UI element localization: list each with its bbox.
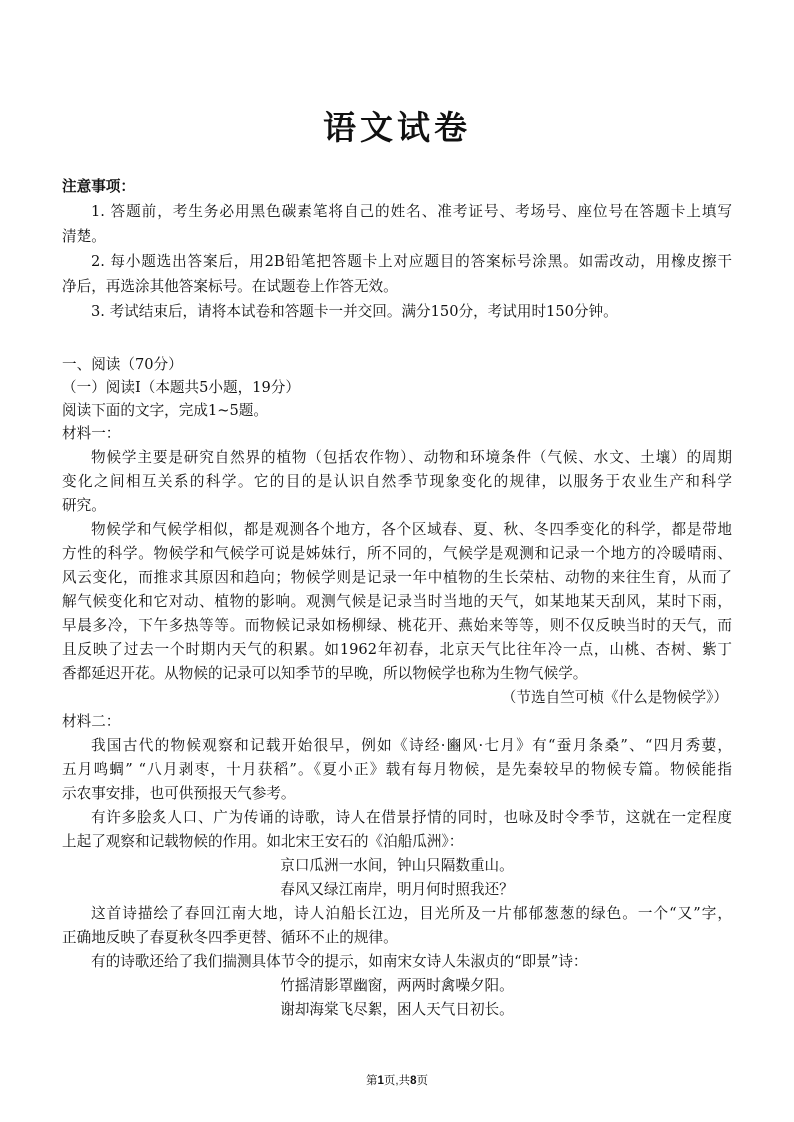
material1-p2-line: 物候学和气候学相似，都是观测各个地方，各个区域春、夏、秋、冬四季变化的科学，都是带地	[91, 521, 732, 538]
material1-p2-line: 早晨多冷，下午多热等等。而物候记录如杨柳绿、桃花开、燕始来等等，则不仅反映当时的天气，而	[62, 617, 732, 634]
footer-prefix: 第	[365, 1075, 378, 1087]
material1-p2-line: 解气候变化和它对动、植物的影响。观测气候是记录当时当地的天气，如某地某天刮风，某时下雨，	[62, 593, 732, 610]
poem1-line: 春风又绿江南岸，明月何时照我还？	[280, 881, 514, 898]
notice-heading: 注意事项：	[62, 178, 135, 195]
footer-mid: 页,共	[383, 1075, 411, 1087]
reading-body	[62, 446, 732, 1022]
footer-suffix: 页	[416, 1075, 428, 1087]
footer-total-pages: 8	[410, 1075, 417, 1087]
material2-p1-line: 示农事安排，也可供预报天气参考。	[62, 785, 296, 802]
page-footer	[0, 1072, 794, 1088]
notice-item-1-line-1: 1. 答题前，考生务必用黑色碳素笔将自己的姓名、准考证号、考场号、座位号在答题卡上填写	[91, 203, 732, 220]
section-heading: 一、阅读（70分）	[62, 356, 183, 373]
material1-p1-line: 研究。	[62, 497, 106, 514]
footer-page-number: 1	[377, 1075, 384, 1087]
material2-p3-line: 正确地反映了春夏秋冬四季更替、循环不止的规律。	[62, 929, 398, 946]
material2-p2-line: 上起了观察和记载物候的作用。如北宋王安石的《泊船瓜洲》：	[62, 833, 464, 850]
material1-p2-line: 方性的科学。物候学和气候学可说是姊妹行，所不同的，气候学是观测和记录一个地方的冷暖晴雨、	[62, 545, 732, 562]
material1-p1-line: 变化之间相互关系的科学。它的目的是认识自然季节现象变化的规律，以服务于农业生产和科学	[62, 473, 732, 490]
material2-label: 材料二：	[62, 713, 121, 730]
notice-item-2-line-2: 净后，再选涂其他答案标号。在试题卷上作答无效。	[62, 278, 398, 295]
material2-p1-line: 我国古代的物候观察和记载开始很早，例如《诗经·豳风·七月》有“蚕月条桑”、“四月秀葽，	[91, 737, 732, 754]
material2-p1-line: 五月鸣蜩” “八月剥枣，十月获稻”。《夏小正》载有每月物候，是先秦较早的物候专篇。物候能指	[62, 761, 732, 778]
material1-p2-line: 香都延迟开花。从物候的记录可以知季节的早晚，所以物候学也称为生物气候学。	[62, 665, 588, 682]
section-instruction: 阅读下面的文字，完成1~5题。	[62, 402, 268, 419]
section-subheading: （一）阅读Ⅰ（本题共5小题，19分）	[62, 379, 300, 396]
material2-p4-line: 有的诗歌还给了我们揣测具体节令的提示，如南宋女诗人朱淑贞的“即景”诗：	[91, 953, 588, 970]
notice-block	[62, 174, 732, 324]
section-header	[62, 353, 732, 445]
material1-p2-line: 风云变化，而推求其原因和趋向；物候学则是记录一年中植物的生长荣枯、动物的来往生育，从而了	[62, 569, 732, 586]
material1-p2-line: 且反映了过去一个时期内天气的积累。如1962年初春，北京天气比往年冷一点，山桃、杏树、紫丁	[62, 641, 732, 658]
notice-item-2-line-1: 2. 每小题选出答案后，用2B铅笔把答题卡上对应题目的答案标号涂黑。如需改动，用橡皮擦干	[91, 253, 732, 270]
page-title: 语文试卷	[323, 108, 471, 147]
material1-p1-line: 物候学主要是研究自然界的植物（包括农作物）、动物和环境条件（气候、水文、土壤）的周期	[91, 449, 732, 466]
material2-p2-line: 有许多脍炙人口、广为传诵的诗歌，诗人在借景抒情的同时，也咏及时令季节，这就在一定程度	[91, 809, 732, 826]
poem2-line: 谢却海棠飞尽絮，困人天气日初长。	[280, 1001, 514, 1018]
poem2-line: 竹摇清影罩幽窗，两两时禽噪夕阳。	[280, 977, 514, 994]
material1-source: （节选自竺可桢《什么是物候学》）	[501, 689, 728, 706]
material2-p3-line: 这首诗描绘了春回江南大地，诗人泊船长江边，目光所及一片郁郁葱葱的绿色。一个“又”字，	[91, 905, 732, 922]
poem1-line: 京口瓜洲一水间，钟山只隔数重山。	[280, 857, 514, 874]
material1-label: 材料一：	[62, 425, 121, 442]
notice-item-1-line-2: 清楚。	[62, 228, 106, 245]
notice-item-3: 3. 考试结束后，请将本试卷和答题卡一并交回。满分150分，考试用时150分钟。	[91, 303, 618, 320]
